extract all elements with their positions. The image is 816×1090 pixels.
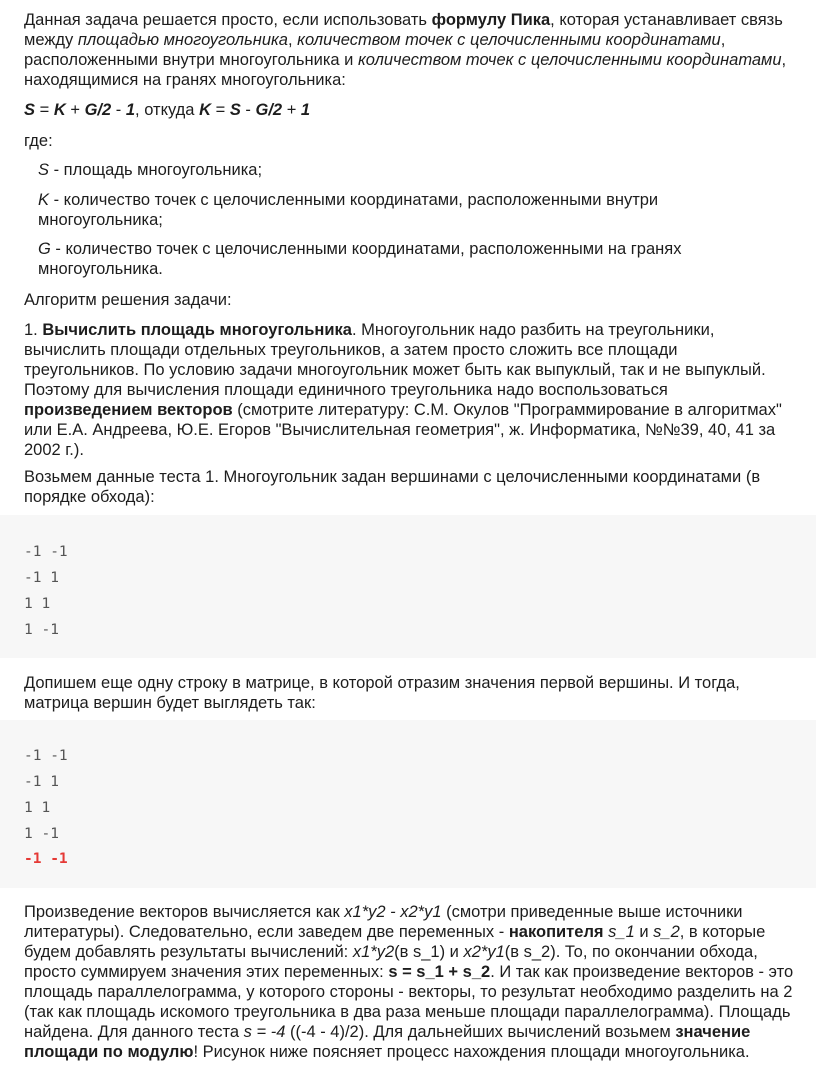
test-intro-paragraph: Возьмем данные теста 1. Многоугольник задан вершинами с целочисленными координатами (в порядке обхода): xyxy=(24,468,761,506)
append-row-paragraph: Допишем еще одну строку в матрице, в которой отразим значения первой вершины. И тогда, матрица вершин будет выглядеть так: xyxy=(24,674,740,712)
code-block-closed-matrix xyxy=(0,720,816,888)
code-line-highlighted: -1 -1 xyxy=(24,851,68,867)
definition-k: K - количество точек с целочисленными координатами, расположенными внутри многоугольника; xyxy=(38,191,659,229)
code-line: -1 1 xyxy=(24,570,59,586)
code-line: -1 -1 xyxy=(24,748,68,764)
code-line: 1 -1 xyxy=(24,826,59,842)
algorithm-heading: Алгоритм решения задачи: xyxy=(24,291,232,309)
step-1-paragraph: 1. Вычислить площадь многоугольника. Многоугольник надо разбить на треугольники, вычислить площади отдельных треугольников, а затем просто сложить все площади треугольников. По условию задачи многоугольник может быть как выпуклый, так и не выпуклый. Поэтому для вычисления площади единичного треугольника надо воспользоваться произведением векторов (смотрите литературу: С.М. Окулов "Программирование в алгоритмах" или Е.А. Андреева, Ю.Е. Егоров "Вычислительная геометрия", ж. Информатика, №№39, 40, 41 за 2002 г.). xyxy=(24,321,782,459)
code-line: 1 1 xyxy=(24,596,51,612)
final-paragraph: Произведение векторов вычисляется как x1*y2 - x2*y1 (смотри приведенные выше источники литературы). Следовательно, если заведем две переменных - накопителя s_1 и s_2, в которые будем добавлять результаты вычислений: x1*y2(в s_1) и x2*y1(в s_2). То, по окончании обхода, просто суммируем значения этих переменных: s = s_1 + s_2. И так как произведение векторов - это площадь параллелограмма, у которого стороны - векторы, то результат необходимо разделить на 2 (так как площадь искомого треугольника в два раза меньше площади параллелограмма). Площадь найдена. Для данного теста s = -4 ((-4 - 4)/2). Для дальнейших вычислений возьмем значение площади по модулю! Рисунок ниже поясняет процесс нахождения площади многоугольника. xyxy=(24,903,794,1061)
where-label: где: xyxy=(24,132,53,150)
definition-s: S - площадь многоугольника; xyxy=(38,161,263,179)
code-line: -1 -1 xyxy=(24,544,68,560)
pick-formula: S = K + G/2 - 1, откуда K = S - G/2 + 1 xyxy=(24,101,311,119)
code-line: -1 1 xyxy=(24,774,59,790)
code-block-vertices xyxy=(0,515,816,658)
definition-g: G - количество точек с целочисленными координатами, расположенными на гранях многоугольника. xyxy=(38,240,682,278)
code-line: 1 1 xyxy=(24,800,51,816)
code-line: 1 -1 xyxy=(24,622,59,638)
intro-paragraph: Данная задача решается просто, если использовать формулу Пика, которая устанавливает связь между площадью многоугольника, количеством точек с целочисленными координатами, расположенными внутри многоугольника и количеством точек с целочисленными координатами, находящимися на гранях многоугольника: xyxy=(24,11,787,89)
